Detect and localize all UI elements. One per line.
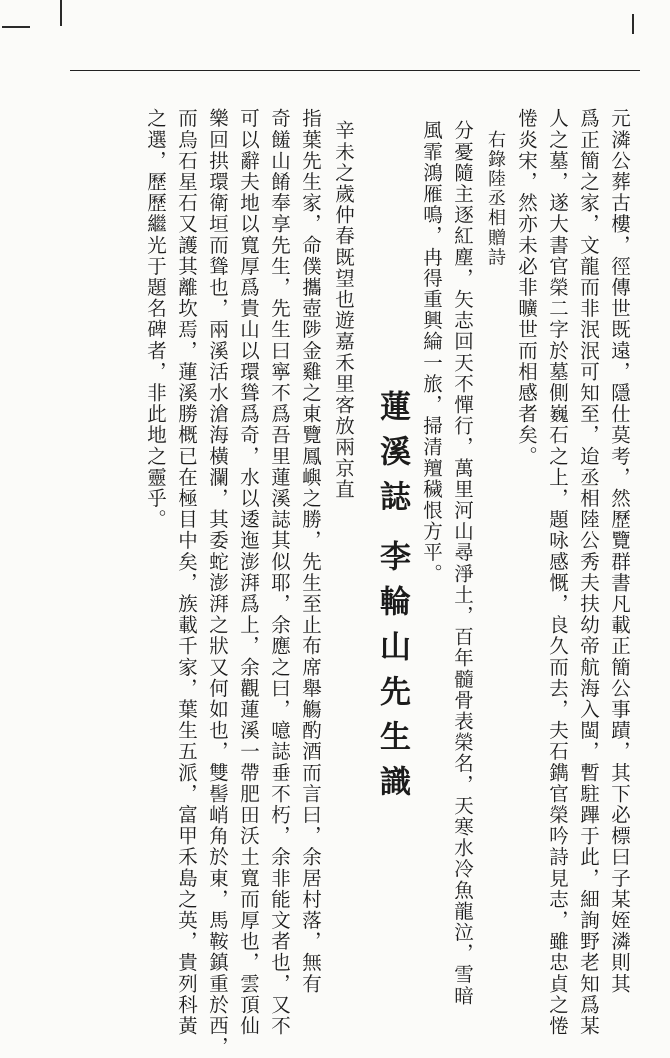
poem-line: 分憂隨主逐紅塵，矢志回天不憚行，萬里河山尋淨土，百年髓骨表榮名，天寒水冷魚龍泣，雪暗 — [451, 120, 474, 1007]
text-column: 爲正簡之家，文龍而非泯泯可知至，迨丞相陸公秀夫扶幼帝航海入閩，暫駐蹕于此，細詢野老知爲某 — [577, 108, 600, 1037]
essay-author: 李輪山先生識 — [374, 540, 410, 810]
text-column: 惓炎宋，然亦未必非曠世而相感者矣。 — [515, 108, 538, 467]
text-column: 辛未之歲仲春既望也遊嘉禾里客放兩京直 — [332, 120, 355, 500]
text-column: 奇饈山餚奉享先生，先生曰寧不爲吾里蓮溪誌其似耶，余應之曰，噫誌垂不朽，余非能文者也，又不 — [268, 108, 291, 1037]
crop-mark-top-left-vertical — [60, 0, 62, 26]
text-column: 元潾公葬古樓，徑傳世既遠，隱仕莫考，然歷覽群書凡載正簡公事蹟，其下必標曰子某姪潾則其 — [608, 108, 631, 995]
essay-title: 蓮溪誌 — [374, 390, 410, 525]
text-column: 指葉先生家，命僕攜壺陟金雞之東覽鳳嶼之勝，先生至止布席舉觴酌酒而言曰，余居村落，無有 — [299, 108, 322, 995]
text-column: 人之墓，遂大書官榮二字於墓側巍石之上，題咏感慨，良久而去，夫石鐫官榮吟詩見志，雖忠貞之惓 — [546, 108, 569, 1037]
poem-line: 風霏鴻雁鳴，冉得重興綸一旅，掃清羶穢恨方平。 — [420, 120, 443, 585]
text-column: 可以辭夫地以寬厚爲貴山以環聳爲奇，水以逶迤澎湃爲上，余觀蓮溪一帶肥田沃土寬而厚也，雲頂仙 — [237, 108, 260, 1037]
text-column: 而烏石星石又護其離坎焉，蓮溪勝概已在極目中矣，族載千家，葉生五派，富甲禾島之英，貴列科黃 — [175, 108, 198, 1037]
crop-mark-top-left — [2, 26, 30, 28]
poem-heading: 右錄陸丞相贈詩 — [485, 130, 506, 268]
text-column: 之選，歷歷繼光于題名碑者，非此地之靈乎。 — [144, 108, 167, 530]
text-column: 樂回拱環衛垣而聳也，兩溪活水滄海橫瀾，其委蛇澎湃之狀又何如也，雙髻峭角於東，馬鞍鎮重於西， — [206, 108, 229, 1058]
crop-mark-top-right — [632, 14, 634, 34]
